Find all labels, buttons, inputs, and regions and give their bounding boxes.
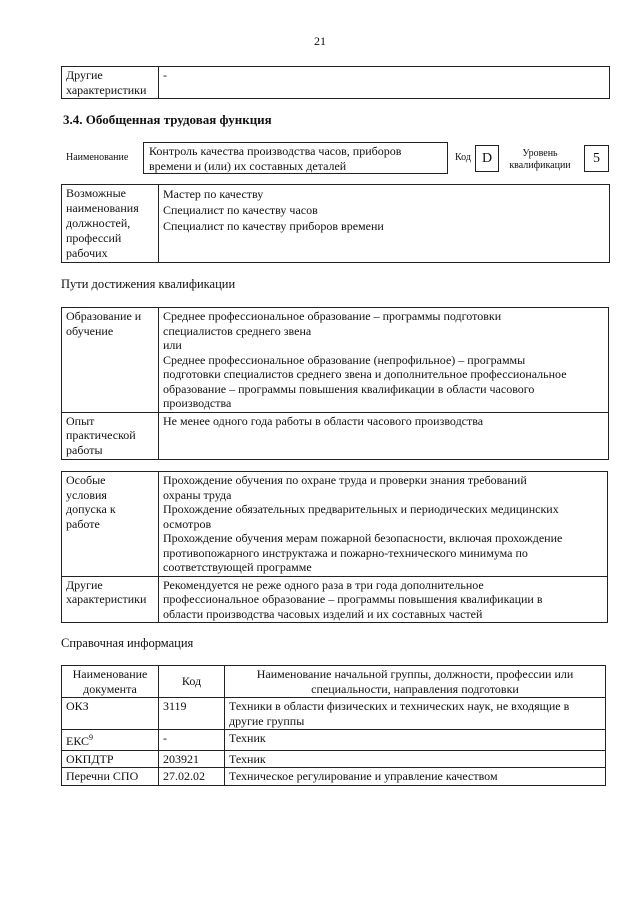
function-name: Контроль качества производства часов, приборов времени и (или) их составных деталей (143, 142, 448, 174)
table-row (62, 576, 608, 623)
conditions-value: Прохождение обучения по охране труда и проверки знания требований охраны труда Прохождение обязательных предварительных и периодических медицинских осмотров Прохождение обучения мерам пожарной безопасности, включая прохождение противопожарного инструктажа и пожарно-технического минимума по соответствующей программе (159, 472, 608, 577)
doc-cell: ОКЗ (62, 698, 159, 730)
positions-label: Возможные наименования должностей, профессий рабочих (62, 185, 159, 263)
doc-cell (62, 730, 159, 751)
other-characteristics-label: Другие характеристики (62, 67, 159, 99)
page-number: 21 (314, 34, 326, 48)
name-label: Наименование (66, 152, 129, 163)
other-characteristics-value-2: Рекомендуется не реже одного раза в три года дополнительное профессиональное образование – программы повышения квалификации в области производства часовых изделий и их составных частей (159, 576, 608, 623)
name-cell: Техники в области физических и технических наук, не входящие в другие группы (225, 698, 606, 730)
level-value: 5 (584, 145, 609, 172)
table-row (62, 472, 608, 577)
code-label: Код (455, 152, 471, 163)
education-label: Образование и обучение (62, 308, 159, 413)
education-value: Среднее профессиональное образование – программы подготовки специалистов среднего звена или Среднее профессиональное образование (непрофильное) – программы подготовки специалистов среднего звена и дополнительное профессиональное образование – программы повышения квалификации в области часового производства (159, 308, 609, 413)
section-heading: 3.4. Обобщенная трудовая функция (63, 112, 272, 127)
code-cell: 3119 (159, 698, 225, 730)
table-row (62, 308, 609, 413)
conditions-table (61, 471, 608, 623)
name-cell: Техническое регулирование и управление качеством (225, 768, 606, 786)
name-cell: Техник (225, 750, 606, 768)
positions-values: Мастер по качеству Специалист по качеству часов Специалист по качеству приборов времени (159, 185, 610, 263)
table-row (62, 412, 609, 459)
positions-table (61, 184, 610, 263)
table-row (62, 730, 606, 751)
footnote-marker: 9 (89, 733, 94, 742)
conditions-label: Особые условия допуска к работе (62, 472, 159, 577)
doc-cell: ОКПДТР (62, 750, 159, 768)
experience-value: Не менее одного года работы в области часового производства (159, 412, 609, 459)
qualification-paths-title: Пути достижения квалификации (61, 277, 236, 291)
reference-table (61, 665, 606, 786)
experience-label: Опыт практической работы (62, 412, 159, 459)
qualification-paths-table (61, 307, 609, 460)
name-cell: Техник (225, 730, 606, 751)
header-group-name: Наименование начальной группы, должности, профессии или специальности, направления подготовки (225, 666, 606, 698)
code-value: D (475, 145, 499, 172)
doc-text: ЕКС (66, 734, 90, 748)
reference-title: Справочная информация (61, 636, 194, 650)
table-row (62, 698, 606, 730)
header-document: Наименование документа (62, 666, 159, 698)
code-cell: 27.02.02 (159, 768, 225, 786)
header-code: Код (159, 666, 225, 698)
code-cell: 203921 (159, 750, 225, 768)
level-label: Уровень квалификации (509, 148, 571, 171)
code-cell: - (159, 730, 225, 751)
other-characteristics-label-2: Другие характеристики (62, 576, 159, 623)
table-header-row (62, 666, 606, 698)
other-characteristics-value: - (159, 67, 610, 99)
top-characteristics-table (61, 66, 610, 99)
table-row (62, 750, 606, 768)
doc-cell: Перечни СПО (62, 768, 159, 786)
table-row (62, 768, 606, 786)
